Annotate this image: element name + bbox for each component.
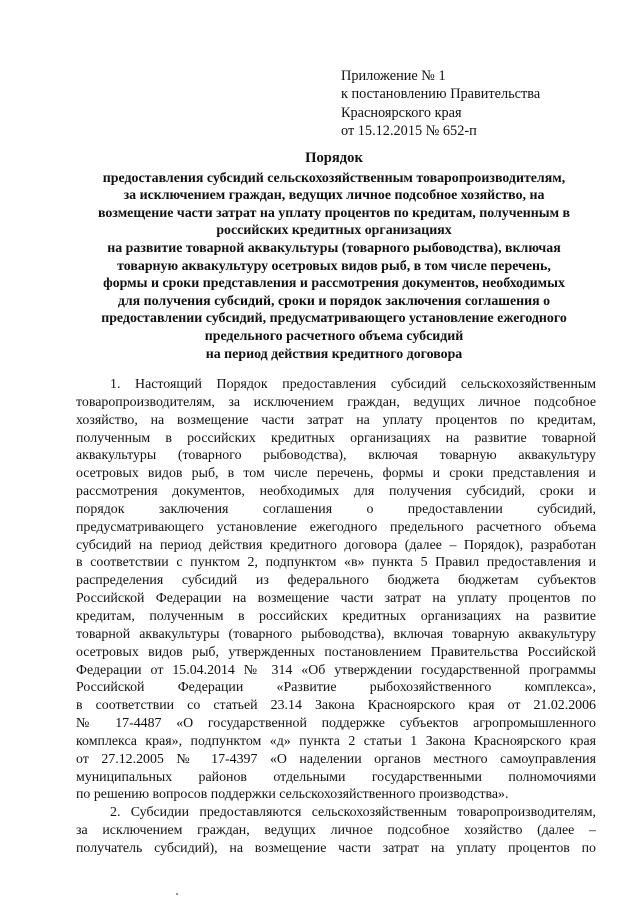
title-line: за исключением граждан, ведущих личное подсобное хозяйство, на	[123, 188, 545, 204]
paragraph-line: 1. Настоящий Порядок предоставления субсидий сельскохозяйственным	[110, 377, 596, 392]
paragraph-line: предусматривающего установление ежегодного предельного расчетного объема	[76, 519, 596, 535]
title-line: на период действия кредитного договора	[205, 346, 463, 362]
paragraph-line: за исключением граждан, ведущих личное подсобное хозяйство (далее –	[76, 823, 596, 839]
paragraph-1	[76, 376, 596, 804]
paragraph-line: полученным в российских кредитных организациях на развитие товарной	[76, 430, 596, 446]
paragraph-line: товаропроизводителям, за исключением граждан, ведущих личное подсобное	[76, 394, 596, 410]
appendix-line: Красноярского края	[341, 104, 462, 121]
document-title	[54, 150, 614, 363]
paragraph-line: в соответствии с пунктом 2, подпунктом «в» пункта 5 Правил предоставления и	[76, 555, 596, 571]
title-heading: Порядок	[305, 150, 363, 166]
appendix-header	[341, 67, 621, 141]
document-body	[76, 376, 596, 858]
paragraph-line: по решению вопросов поддержки сельскохозяйственного производства».	[76, 787, 509, 803]
appendix-line: от 15.12.2015 № 652-п	[341, 123, 477, 140]
paragraph-line: осетровых видов рыб, в том числе перечень, формы и сроки представления и	[76, 466, 596, 482]
paragraph-line: получатель субсидий), на возмещение части затрат на уплату процентов по	[76, 840, 596, 856]
paragraph-line: аквакультуры (товарного рыбоводства), включая товарную аквакультуру	[76, 448, 596, 464]
paragraph-line: Российской Федерации «Развитие рыбохозяйственного комплекса»,	[76, 680, 596, 696]
paragraph-line: кредитам, полученным в российских кредитных организациях на развитие	[76, 608, 596, 624]
paragraph-line: муниципальных районов отдельными государственными полномочиями	[76, 769, 596, 785]
paragraph-line: Российской Федерации на возмещение части затрат на уплату процентов по	[76, 591, 596, 607]
scan-speck	[176, 893, 178, 895]
paragraph-line: рассмотрения документов, необходимых для получения субсидий, сроки и	[76, 484, 596, 500]
title-line: предоставления субсидий сельскохозяйственным товаропроизводителям,	[102, 170, 566, 186]
title-line: российских кредитных организациях	[216, 223, 452, 239]
paragraph-line: субсидий на период действия кредитного договора (далее – Порядок), разработан	[76, 537, 596, 553]
paragraph-line: хозяйство, на возмещение части затрат на уплату процентов по кредитам,	[76, 412, 596, 428]
paragraph-line: № 17-4487 «О государственной поддержке субъектов агропромышленного	[76, 716, 596, 732]
appendix-line: Приложение № 1	[341, 68, 446, 84]
title-line: для получения субсидий, сроки и порядок заключения соглашения о	[117, 293, 551, 309]
paragraph-line: Федерации от 15.04.2014 № 314 «Об утверждении государственной программы	[76, 662, 596, 678]
paragraph-line: комплекса края», подпунктом «д» пункта 2 статьи 1 Закона Красноярского края	[76, 733, 596, 749]
paragraph-line: распределения субсидий из федерального бюджета бюджетам субъектов	[76, 573, 596, 589]
paragraph-line: товарной аквакультуры (товарного рыбоводства), включая товарную аквакультуру	[76, 626, 596, 642]
paragraph-line: порядок заключения соглашения о предоставлении субсидий,	[76, 501, 596, 517]
paragraph-line: осетровых видов рыб, утвержденных постановлением Правительства Российской	[76, 644, 596, 660]
title-line: предельного расчетного объема субсидий	[204, 328, 464, 344]
title-line: предоставлении субсидий, предусматривающего установление ежегодного	[101, 311, 567, 327]
title-line: товарную аквакультуру осетровых видов рыб, в том числе перечень,	[117, 258, 551, 274]
title-line: на развитие товарной аквакультуры (товарного рыбоводства), включая	[107, 240, 561, 256]
title-line: формы и сроки представления и рассмотрения документов, необходимых	[103, 276, 565, 292]
paragraph-2	[76, 804, 596, 858]
paragraph-line: в соответствии со статьей 23.14 Закона Красноярского края от 21.02.2006	[76, 698, 596, 714]
paragraph-line: 2. Субсидии предоставляются сельскохозяйственным товаропроизводителям,	[110, 805, 596, 821]
paragraph-line: от 27.12.2005 № 17-4397 «О наделении органов местного самоуправления	[76, 751, 596, 767]
title-line: возмещение части затрат на уплату процентов по кредитам, полученным в	[97, 205, 571, 221]
appendix-line: к постановлению Правительства	[341, 86, 541, 103]
